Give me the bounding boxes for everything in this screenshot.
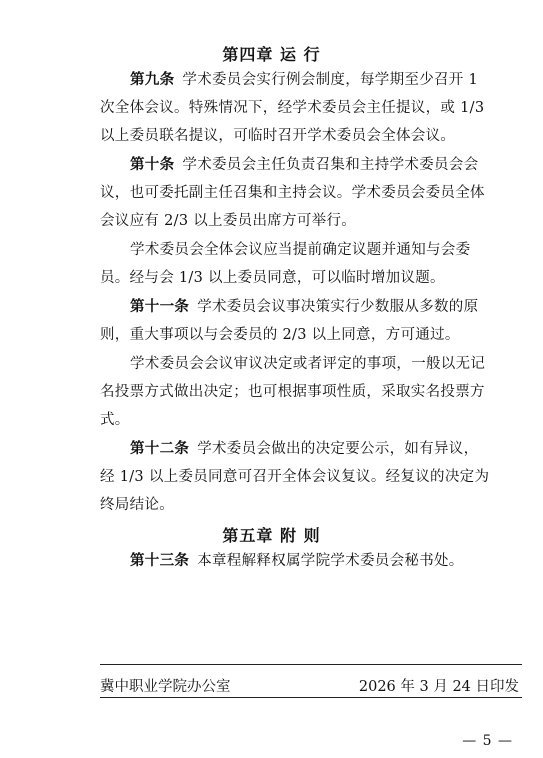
article-12-line-2: 经 1/3 以上委员同意可召开全体会议复议。经复议的决定为: [100, 469, 490, 485]
page-number: — 5 —: [462, 733, 513, 749]
article-11-line-1: 第十一条 学术委员会议事决策实行少数服从多数的原: [130, 299, 479, 315]
chapter-4-heading: 第四章 运 行: [222, 45, 321, 64]
article-9-line-1: 第九条 学术委员会实行例会制度，每学期至少召开 1: [130, 72, 479, 88]
article-9-label: 第九条: [130, 72, 175, 88]
article-10-line-1: 第十条 学术委员会主任负责召集和主持学术委员会会: [130, 157, 479, 173]
article-10-line-2: 议，也可委托副主任召集和主持会议。学术委员会委员全体: [100, 185, 485, 201]
article-10-label: 第十条: [130, 157, 175, 173]
footer-bottom-rule: [100, 697, 522, 698]
article-12-line-3: 终局结论。: [100, 497, 174, 513]
article-12-label: 第十二条: [130, 441, 190, 457]
article-10-para2-line-1: 学术委员会全体会议应当提前确定议题并通知与会委: [130, 242, 471, 258]
article-11-label: 第十一条: [130, 299, 190, 315]
article-11-para2-line-3: 式。: [100, 412, 130, 428]
article-11-line-2: 则，重大事项以与会委员的 2/3 以上同意，方可通过。: [100, 327, 460, 343]
article-10-line-3: 会议应有 2/3 以上委员出席方可举行。: [100, 213, 357, 229]
issuing-office: 冀中职业学院办公室: [100, 679, 231, 695]
print-date: 2026 年 3 月 24 日印发: [358, 679, 519, 695]
footer-top-rule: [100, 664, 522, 665]
article-12-line-1: 第十二条 学术委员会做出的决定要公示，如有异议，: [130, 441, 479, 457]
article-10-para2-line-2: 员。经与会 1/3 以上委员同意，可以临时增加议题。: [100, 270, 445, 286]
article-13-label: 第十三条: [130, 553, 190, 569]
article-11-para2-line-1: 学术委员会会议审议决定或者评定的事项，一般以无记: [130, 356, 486, 372]
article-9-line-3: 以上委员联名提议，可临时召开学术委员会全体会议。: [100, 128, 456, 144]
chapter-5-heading: 第五章 附 则: [222, 526, 321, 545]
article-9-line-2: 次全体会议。特殊情况下，经学术委员会主任提议，或 1/3: [100, 100, 485, 116]
article-13-line-1: 第十三条 本章程解释权属学院学术委员会秘书处。: [130, 553, 464, 569]
article-11-para2-line-2: 名投票方式做出决定；也可根据事项性质，采取实名投票方: [100, 384, 485, 400]
